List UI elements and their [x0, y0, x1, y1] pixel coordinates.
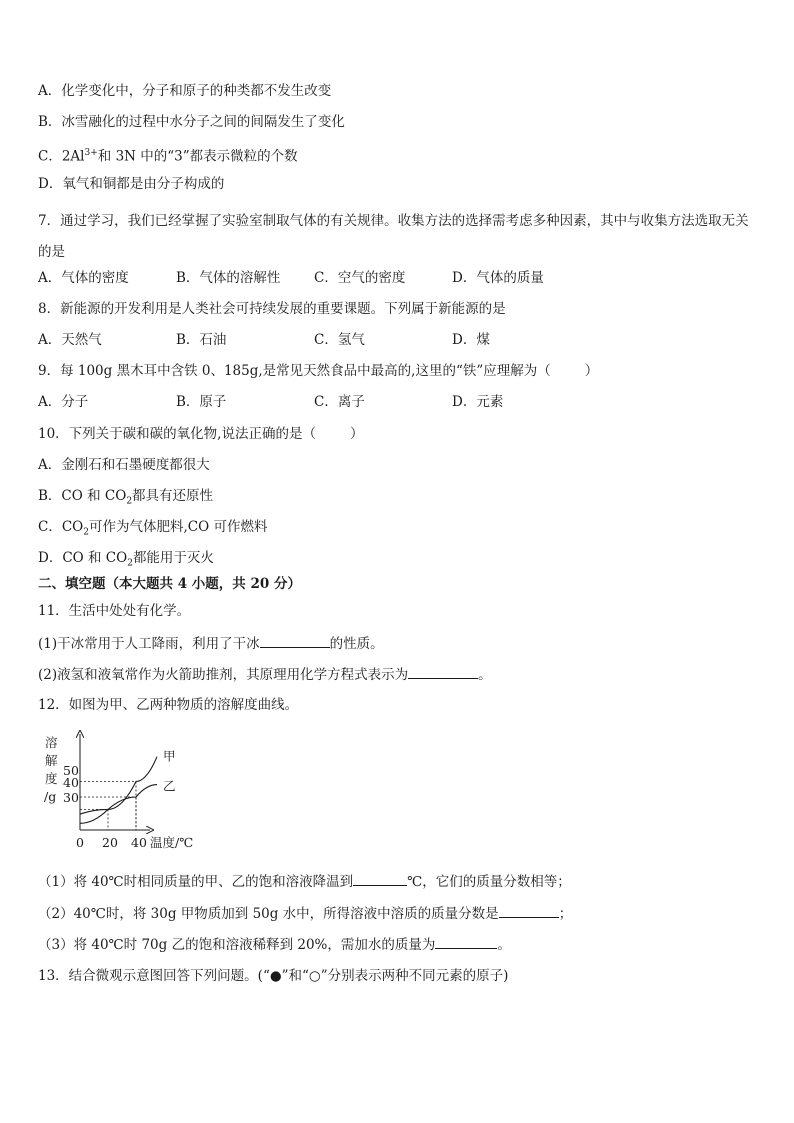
q8-option-d: D．煤 — [452, 332, 490, 348]
q11-part2: (2)液氢和液氧常作为火箭助推剂，其原理用化学方程式表示为 。 — [38, 664, 492, 685]
series-line-yi — [80, 785, 157, 814]
answer-blank[interactable] — [353, 871, 407, 886]
q9-option-d: D．元素 — [452, 394, 504, 410]
q7-option-c: C．空气的密度 — [314, 270, 406, 286]
q11-part1: (1)干冰常用于人工降雨，利用了干冰 的性质。 — [38, 633, 384, 654]
q11-stem: 11．生活中处处有化学。 — [38, 603, 191, 619]
x-tick-label: 0 — [76, 835, 84, 850]
chart-legend — [163, 749, 176, 794]
y-tick-label: 40 — [63, 775, 79, 790]
q12-stem: 12．如图为甲、乙两种物质的溶解度曲线。 — [38, 697, 299, 713]
q7-stem: 7．通过学习，我们已经掌握了实验室制取气体的有关规律。收集方法的选择需考虑多种因素，其中与收集方法选取无关的是 — [38, 213, 749, 260]
section-heading: 二、填空题（本大题共 4 小题，共 20 分） — [38, 576, 301, 592]
answer-blank[interactable] — [408, 664, 478, 679]
q8-option-c: C．氢气 — [314, 332, 365, 348]
x-axis-label: 温度/℃ — [150, 835, 194, 850]
chart-guides — [80, 782, 136, 831]
x-tick-label: 20 — [102, 835, 118, 850]
q10-stem: 10．下列关于碳和碳的氧化物,说法正确的是（ ） — [38, 426, 364, 442]
q6-option-c: C．$2Al^{3+}$和 3N 中的“3”都表示微粒的个数 — [38, 148, 298, 165]
q9-option-b: B．原子 — [176, 394, 227, 410]
q9-option-a: A．分子 — [38, 394, 89, 410]
q8-option-b: B．石油 — [176, 332, 227, 348]
q12-part2: （2）40℃时，将 30g 甲物质加到 50g 水中，所得溶液中溶质的质量分数是 ； — [38, 903, 572, 924]
y-tick-label: 50 — [63, 763, 79, 778]
solubility-chart — [38, 728, 208, 854]
series-label-jia: 甲 — [163, 748, 176, 764]
q7-option-b: B．气体的溶解性 — [176, 270, 281, 286]
q13-stem: 13．结合微观示意图回答下列问题。(“●”和“○”分别表示两种不同元素的原子) — [38, 968, 509, 984]
series-label-yi: 乙 — [163, 778, 176, 794]
q9-stem: 9．每 100g 黑木耳中含铁 0、185g,是常见天然食品中最高的,这里的“铁”应理解为（ ） — [38, 363, 599, 379]
answer-blank[interactable] — [435, 934, 497, 949]
q8-stem: 8．新能源的开发利用是人类社会可持续发展的重要课题。下列属于新能源的是 — [38, 301, 506, 317]
q12-part3: （3）将 40℃时 70g 乙的饱和溶液稀释到 20%，需加水的质量为 。 — [38, 934, 511, 955]
q8-option-a: A．天然气 — [38, 332, 102, 348]
q7-option-d: D．气体的质量 — [452, 270, 544, 286]
x-tick-label: 40 — [131, 835, 147, 850]
chart-series — [80, 757, 157, 824]
q9-option-c: C．离子 — [314, 394, 365, 410]
q10-option-b: B．CO 和 $CO_2$都具有还原性 — [38, 488, 214, 507]
y-label-char: /g — [44, 789, 57, 804]
q6-option-d: D．氧气和铜都是由分子构成的 — [38, 176, 225, 192]
q12-part1: （1）将 40℃时相同质量的甲、乙的饱和溶液降温到 ℃，它们的质量分数相等； — [38, 871, 571, 892]
q10-option-a: A．金刚石和石墨硬度都很大 — [38, 457, 210, 473]
q7-option-a: A．气体的密度 — [38, 270, 129, 286]
y-label-char: 度 — [45, 771, 58, 786]
answer-blank[interactable] — [260, 633, 330, 648]
q10-option-d: D．CO 和 $CO_2$都能用于灭火 — [38, 550, 214, 569]
y-label-char: 解 — [45, 753, 58, 768]
q10-option-c: C．$CO_2$可作为气体肥料,CO 可作燃料 — [38, 519, 268, 538]
answer-blank[interactable] — [499, 903, 559, 918]
series-line-jia — [80, 757, 157, 824]
y-tick-label: 30 — [63, 790, 79, 805]
y-label-char: 溶 — [45, 735, 58, 750]
q6-option-a: A．化学变化中，分子和原子的种类都不发生改变 — [38, 83, 332, 99]
q6-option-b: B．冰雪融化的过程中水分子之间的间隔发生了变化 — [38, 114, 345, 130]
